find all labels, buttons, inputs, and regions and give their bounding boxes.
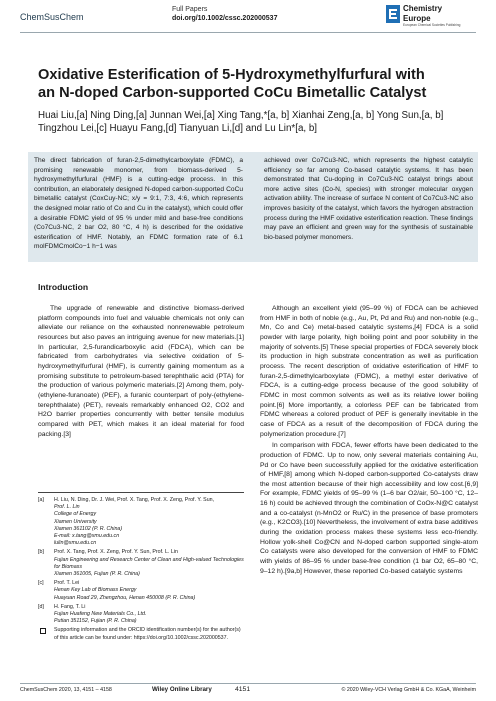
authors-line-2: Tingzhou Lei,[c] Huayu Fang,[d] Tianyuan Li,[d] and Lu Lin*[a, b] [38,123,318,134]
affiliation-line: Huayuan Road 29, Zhengzhou, Henan 450008 (P. R. China) [54,594,196,601]
affiliation-item [38,497,244,547]
article-type: Full Papers [172,6,208,13]
page-number: 4151 [235,686,251,693]
abstract-right-column: achieved over Co7Cu3-NC, which represents the highest catalytic efficiency so far among Co-based catalytic systems. It has been demonstrated that Cu-doping in Co7Cu3-NC catalyst brings about more active sites (Co-N, species) with stronger molecular oxygen activation ability. The increase of surface N content of Co7Cu3-NC also improves basicity of the catalyst, which favors the hydrogen abstraction process during the HMF oxidative esterification reaction. These findings may pave an efficient and green way for the synthesis of sustainable bio-based polymer monomers. [264,157,473,241]
article-title [38,66,468,102]
intro-right-column [260,304,478,576]
intro-paragraph: The upgrade of renewable and distinctive biomass-derived platform compounds into fuel and valuable chemicals not only can alleviate our reliance on the exhausted nonrenewable petroleum resources but also paves an intriguing avenue for new materials.[1] In particular, 2,5-furandicarboxylic acid (FDCA), which can be fabricated from carbohydrates via selective oxidation of 5-hydroxymethylfurfural (HMF), is currently gaining momentum as a promising substitute to petroleum-based terephthalic acid (PTA) for the production of various polymeric materials.[2] Among them, poly-(ethylene-furanoate) (PEF), a furanic counterpart of poly-(ethylene-terephthalate) (PET), reveals remarkably enhanced O2, CO2 and H2O barrier properties concurrently with better tensile modulus compared with PET, which makes it an ideal material for food packing.[3] [38,305,244,438]
affiliations-block [38,492,244,642]
journal-name: ChemSusChem [20,12,84,22]
article-meta [172,5,277,23]
logo-line-2: Europe [403,14,431,23]
affiliation-line: Xiamen 361102 (P. R. China) [54,525,123,532]
footer-divider [20,683,476,684]
affiliation-label: [c] [38,580,44,587]
publisher-logo [386,3,478,31]
title-line-2: an N-doped Carbon-supported CoCu Bimetallic Catalyst [38,85,427,101]
header-divider [20,32,476,33]
affiliation-line: College of Energy [54,511,97,518]
affiliation-line: Prof. X. Tang, Prof. X. Zeng, Prof. Y. Sun, Prof. L. Lin [54,549,178,556]
supporting-info [38,627,244,641]
affiliation-line: Xiamen University [54,518,97,525]
affiliation-lines [54,580,195,602]
section-heading: Introduction [38,282,89,292]
affiliation-line: H. Fang, T. Li [54,603,86,610]
article-doi[interactable]: doi.org/10.1002/cssc.202000537 [172,15,278,22]
title-line-1: Oxidative Esterification of 5-Hydroxymethylfurfural with [38,67,425,83]
affiliation-line: Fujian Huafeng New Materials Co., Ltd. [54,611,147,618]
affiliation-line: Prof. L. Lin [54,504,80,511]
affiliation-line: H. Liu, N. Ding, Dr. J. Wei, Prof. X. Tang, Prof. X. Zeng, Prof. Y. Sun, [54,497,215,503]
affiliation-item [38,580,244,602]
affiliation-label: [a] [38,497,44,503]
affiliation-line: lulin@xmu.edu.cn [54,540,97,547]
affiliation-line: Fujian Engineering and Research Center of Clean and High-valued Technologies for Biomass [54,556,244,570]
affiliation-line: E-mail: x.tang@xmu.edu.cn [54,533,120,540]
footer-citation: ChemSusChem 2020, 13, 4151 – 4158 [20,687,112,693]
logo-line-1: Chemistry [403,4,443,13]
intro-paragraph-3: In comparison with FDCA, fewer efforts have been dedicated to the production of FDMC. Up to now, only several materials containing Au, Pd or Co have been successfully applied for the oxidative esterification of HMF,[8] among which N-doped carbon-supported Co-catalysts draw the most attention because of their high accessibility and low cost.[6,9] For example, FDMC yields of 95–99 % (1–6 bar O2/air, 50–100 °C, 12–16 h) could be achieved through the combination of CoOx-N@C catalyst and a co-catalyst (n-MnO2 or Ru/C) in the presence of base promoters (e.g., K2CO3).[10] Nevertheless, the involvement of extra base additives during the oxidation process makes these systems less eco-friendly. Hollow yolk-shell Co@CN and N-doped carbon supported single-atom Co catalysts were also developed for the conversion of HMF to FDMC with yields of 86–95 % under base-free condition (1 bar O2, 65–80 °C, 9–12 h).[9a,b] However, these reported Co-based catalytic systems [260,442,478,575]
affiliation-line: Henan Key Lab of Biomass Energy [54,587,137,594]
author-list [38,109,478,135]
affiliation-label: [b] [38,549,44,556]
affiliation-item [38,604,244,626]
affiliation-line: Xiamen 361005, Fujian (P. R. China) [54,571,140,578]
supporting-info-icon [40,628,46,634]
affiliation-label: [d] [38,603,44,610]
affiliation-lines [54,497,214,547]
affiliation-lines [54,549,244,578]
intro-paragraph-2: Although an excellent yield (95–99 %) of FDCA can be achieved from HMF in both of noble (e.g., Au, Pt, Pd and Ru) and non-noble (e.g., Mn, Co and Ce) metal-based catalytic systems,[4] FDCA is a solid powder with large polarity, high boiling point and poor solubility in the majority of solvents.[5] These special properties of FDCA severely block its production in high substrate concentration as well as purification process. The recent description of oxidative esterification of HMF to furan-2,5-dimethylcarboxylate (FDMC), a methyl ester derivative of FDCA, is a cutting-edge process because of the good solubility of FDMC in most common solvents as well as its relative lower boiling point.[6] More importantly, a colorless PEF can be fabricated from FDMC whereas a colored product of PEF is generally inevitable in the case of FDCA as a result of the decomposition of FDCA during the polymerization procedure.[7] [260,305,478,438]
affiliation-line: Prof. T. Lei [54,580,80,587]
authors-line-1: Huai Liu,[a] Ning Ding,[a] Junnan Wei,[a] Xing Tang,*[a, b] Xianhai Zeng,[a, b] Yong Sun,[a, b] [38,110,444,121]
footer-copyright: © 2020 Wiley-VCH Verlag GmbH & Co. KGaA, Weinheim [341,687,476,693]
chemistry-europe-logo-icon [386,5,400,23]
logo-subtitle: European Chemical Societies Publishing [403,23,461,27]
footer-publisher[interactable]: Wiley Online Library [152,686,212,693]
page-header [0,0,496,30]
affiliation-line: Putian 351152, Fujian (P. R. China) [54,618,137,625]
affiliation-lines [54,604,146,626]
abstract-left-column: The direct fabrication of furan-2,5-dimethylcarboxylate (FDMC), a promising renewable monomer, from biomass-derived 5-hydroxymethylfurfural (HMF) is a cutting-edge process. In this contribution, an elaborately designed N-doped carbon-supported CoCu bimetallic catalyst (CoxCuy-NC; x/y = 9:1, 7:3, 4:6, which represents the designed molar ratio of Co and Cu in the catalyst), which could offer a desirable FDMC yield of 95 % under mild and base-free conditions (Co7Cu3-NC, 2 bar O2, 80 °C, 4 h) is described for the oxidative esterification of HMF. Notably, an FDMC formation rate of 6.1 molFDMCmolCo−1 h−1 was [34,157,243,251]
supporting-info-text[interactable]: Supporting information and the ORCID identification number(s) for the author(s) of this article can be found under: https://doi.org/10.1002/cssc.202000537. [54,627,241,641]
affiliation-item [38,549,244,578]
intro-left-column [38,304,244,439]
abstract [28,152,478,262]
